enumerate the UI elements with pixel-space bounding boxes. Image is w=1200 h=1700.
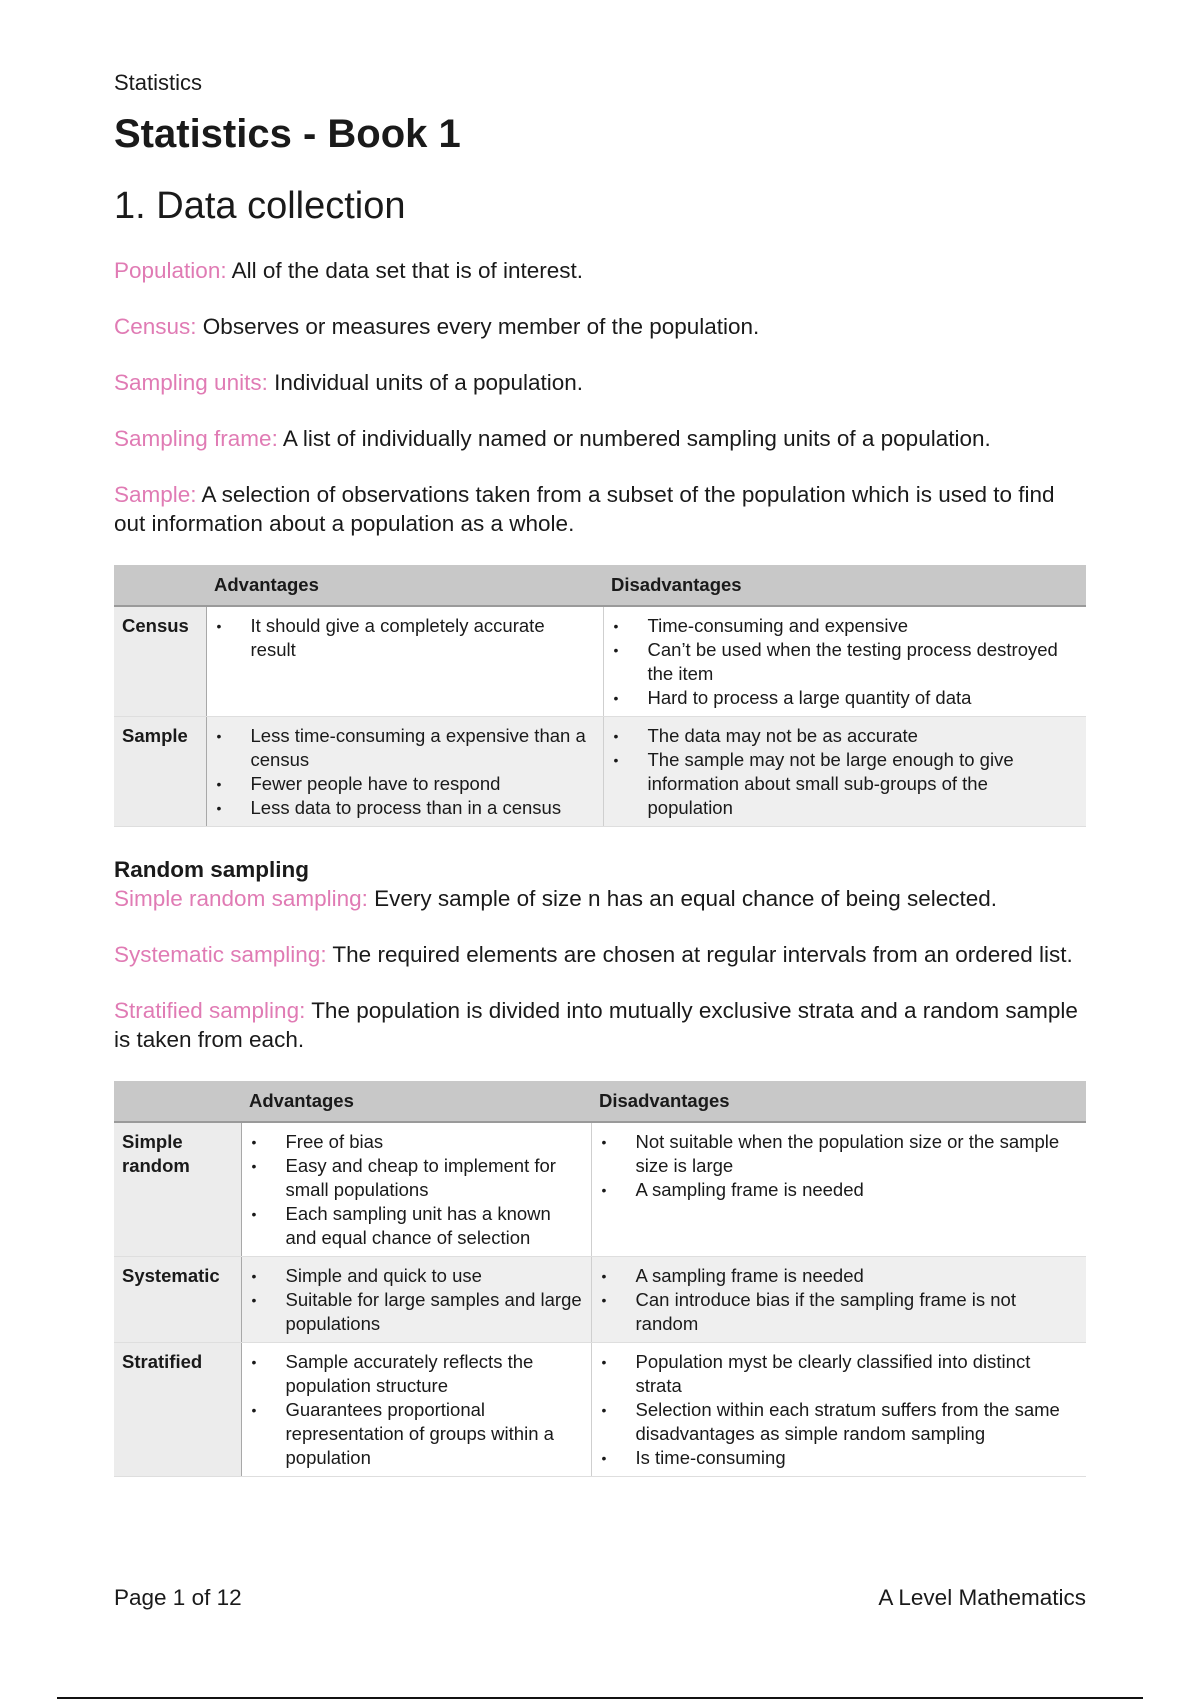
table-header-row: [114, 565, 1086, 606]
list-item: • The data may not be as accurate: [612, 724, 1079, 748]
advantages-cell: [241, 1122, 591, 1257]
table-header-cell: [114, 1081, 241, 1122]
definition-term: Census:: [114, 314, 197, 339]
list-item: • It should give a completely accurate result: [215, 614, 595, 662]
definition-text: The required elements are chosen at regular intervals from an ordered list.: [326, 942, 1073, 967]
list-item: • Sample accurately reflects the population structure: [250, 1350, 583, 1398]
list-item: • Each sampling unit has a known and equal chance of selection: [250, 1202, 583, 1250]
list-item: • Easy and cheap to implement for small populations: [250, 1154, 583, 1202]
definition-text: All of the data set that is of interest.: [226, 258, 584, 283]
table-header-cell: Disadvantages: [591, 1081, 1086, 1122]
chapter-title: 1. Data collection: [114, 185, 406, 227]
definition-sample: [114, 480, 1086, 538]
row-label: Systematic: [114, 1257, 241, 1343]
course-name: A Level Mathematics: [878, 1585, 1086, 1610]
disadvantages-cell: [603, 606, 1086, 717]
advantages-cell: [241, 1343, 591, 1477]
row-label: Census: [114, 606, 206, 717]
page-footer: [114, 1585, 1086, 1611]
list-item: • Simple and quick to use: [250, 1264, 583, 1288]
table-header-cell: Disadvantages: [603, 565, 1086, 606]
definition-term: Stratified sampling:: [114, 998, 306, 1023]
bottom-rule: [57, 1697, 1143, 1699]
definition-simple-random-sampling: [114, 884, 1086, 913]
table-header-cell: [114, 565, 206, 606]
list-item: • Free of bias: [250, 1130, 583, 1154]
list-item: • Suitable for large samples and large populations: [250, 1288, 583, 1336]
table-header-cell: Advantages: [206, 565, 603, 606]
definition-text: The population is divided into mutually exclusive strata and a random sample is taken from each.: [114, 998, 1078, 1052]
row-label: Sample: [114, 717, 206, 827]
definition-term: Sampling units:: [114, 370, 268, 395]
definition-term: Sample:: [114, 482, 197, 507]
definition-text: Every sample of size n has an equal chance of being selected.: [367, 886, 998, 911]
sampling-methods-table: [114, 1081, 1086, 1477]
list-item: • A sampling frame is needed: [600, 1264, 1079, 1288]
definition-text: A list of individually named or numbered sampling units of a population.: [277, 426, 991, 451]
advantages-cell: [241, 1257, 591, 1343]
census-vs-sample-table: [114, 565, 1086, 827]
list-item: • Time-consuming and expensive: [612, 614, 1079, 638]
definition-census: [114, 312, 1086, 341]
table-row: [114, 1343, 1086, 1477]
list-item: • Less data to process than in a census: [215, 796, 595, 820]
table-row: [114, 717, 1086, 827]
definition-sampling-units: [114, 368, 1086, 397]
list-item: • Less time-consuming a expensive than a census: [215, 724, 595, 772]
definition-text: Observes or measures every member of the population.: [196, 314, 760, 339]
table-row: [114, 1257, 1086, 1343]
list-item: • Hard to process a large quantity of data: [612, 686, 1079, 710]
table-header-cell: Advantages: [241, 1081, 591, 1122]
list-item: • Selection within each stratum suffers from the same disadvantages as simple random sampling: [600, 1398, 1079, 1446]
list-item: • Can’t be used when the testing process destroyed the item: [612, 638, 1079, 686]
definition-stratified-sampling: [114, 996, 1086, 1054]
list-item: • The sample may not be large enough to give information about small sub-groups of the population: [612, 748, 1079, 820]
list-item: • Is time-consuming: [600, 1446, 1079, 1470]
definition-term: Simple random sampling:: [114, 886, 368, 911]
definition-term: Sampling frame:: [114, 426, 278, 451]
advantages-cell: [206, 717, 603, 827]
running-head: Statistics: [114, 70, 203, 95]
list-item: • Fewer people have to respond: [215, 772, 595, 796]
disadvantages-cell: [591, 1343, 1086, 1477]
list-item: • A sampling frame is needed: [600, 1178, 1079, 1202]
definition-population: [114, 256, 1086, 285]
disadvantages-cell: [603, 717, 1086, 827]
definition-text: Individual units of a population.: [267, 370, 584, 395]
table-row: [114, 1122, 1086, 1257]
page-number: Page 1 of 12: [114, 1585, 242, 1610]
document-page: [114, 70, 1086, 1505]
definition-text: A selection of observations taken from a subset of the population which is used to find out information about a population as a whole.: [114, 482, 1055, 536]
definition-systematic-sampling: [114, 940, 1086, 969]
row-label: Simple random: [114, 1122, 241, 1257]
list-item: • Can introduce bias if the sampling frame is not random: [600, 1288, 1079, 1336]
book-title: Statistics - Book 1: [114, 112, 461, 156]
row-label: Stratified: [114, 1343, 241, 1477]
list-item: • Population myst be clearly classified into distinct strata: [600, 1350, 1079, 1398]
table-row: [114, 606, 1086, 717]
definition-term: Population:: [114, 258, 227, 283]
list-item: • Guarantees proportional representation of groups within a population: [250, 1398, 583, 1470]
disadvantages-cell: [591, 1122, 1086, 1257]
definition-sampling-frame: [114, 424, 1086, 453]
advantages-cell: [206, 606, 603, 717]
list-item: • Not suitable when the population size or the sample size is large: [600, 1130, 1079, 1178]
table-header-row: [114, 1081, 1086, 1122]
disadvantages-cell: [591, 1257, 1086, 1343]
definition-term: Systematic sampling:: [114, 942, 327, 967]
random-sampling-heading: Random sampling: [114, 857, 310, 882]
